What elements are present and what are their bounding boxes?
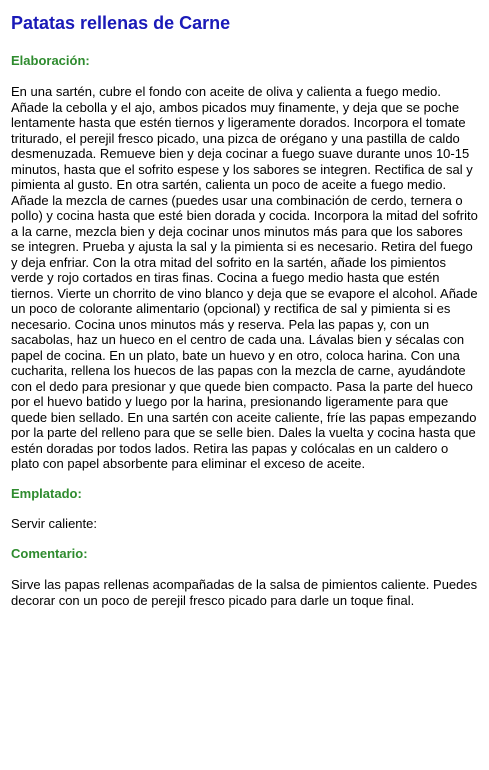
- comment-text: Sirve las papas rellenas acompañadas de la salsa de pimientos caliente. Puedes decorar con un poco de perejil fresco picado para darle un toque final.: [11, 577, 478, 608]
- elaboration-heading: Elaboración:: [11, 53, 90, 68]
- comment-heading: Comentario:: [11, 546, 88, 561]
- elaboration-text: En una sartén, cubre el fondo con aceite de oliva y calienta a fuego medio. Añade la cebolla y el ajo, ambos picados muy finamente, y deja que se poche lentamente hasta que estén tiernos y ligeramente dorados. Incorpora el tomate triturado, el perejil fresco picado, una pizca de orégano y una pastilla de caldo desmenuzada. Remueve bien y deja cocinar a fuego suave durante unos 10-15 minutos, hasta que el sofrito espese y los sabores se integren. Rectifica de sal y pimienta al gusto. En otra sartén, calienta un poco de aceite a fuego medio. Añade la mezcla de carnes (puedes usar una combinación de cerdo, ternera o pollo) y cocina hasta que esté bien dorada y cocida. Incorpora la mitad del sofrito a la carne, mezcla bien y deja cocinar unos minutos más para que los sabores se integren. Prueba y ajusta la sal y la pimienta si es necesario. Retira del fuego y deja enfriar. Con la otra mitad del sofrito en la sartén, añade los pimientos verde y rojo cortados en tiras finas. Cocina a fuego medio hasta que estén tiernos. Vierte un chorrito de vino blanco y deja que se evapore el alcohol. Añade un poco de colorante alimentario (opcional) y rectifica de sal y pimienta si es necesario. Cocina unos minutos más y reserva. Pela las papas y, con un sacabolas, haz un hueco en el centro de cada una. Lávalas bien y sécalas con papel de cocina. En un plato, bate un huevo y en otro, coloca harina. Con una cucharita, rellena los huecos de las papas con la mezcla de carne, ayudándote con el dedo para presionar y que quede bien compacto. Pasa la parte del hueco por el huevo batido y luego por la harina, presionando ligeramente para que quede bien sellado. En una sartén con aceite caliente, fríe las papas empezando por la parte del relleno para que se selle bien. Dales la vuelta y cocina hasta que estén doradas por todos lados. Retira las papas y colócalas en un caldero o plato con papel absorbente para eliminar el exceso de aceite.: [11, 84, 478, 471]
- plating-heading: Emplatado:: [11, 485, 82, 501]
- recipe-title: Patatas rellenas de Carne: [11, 13, 231, 33]
- plating-text: Servir caliente:: [11, 515, 97, 531]
